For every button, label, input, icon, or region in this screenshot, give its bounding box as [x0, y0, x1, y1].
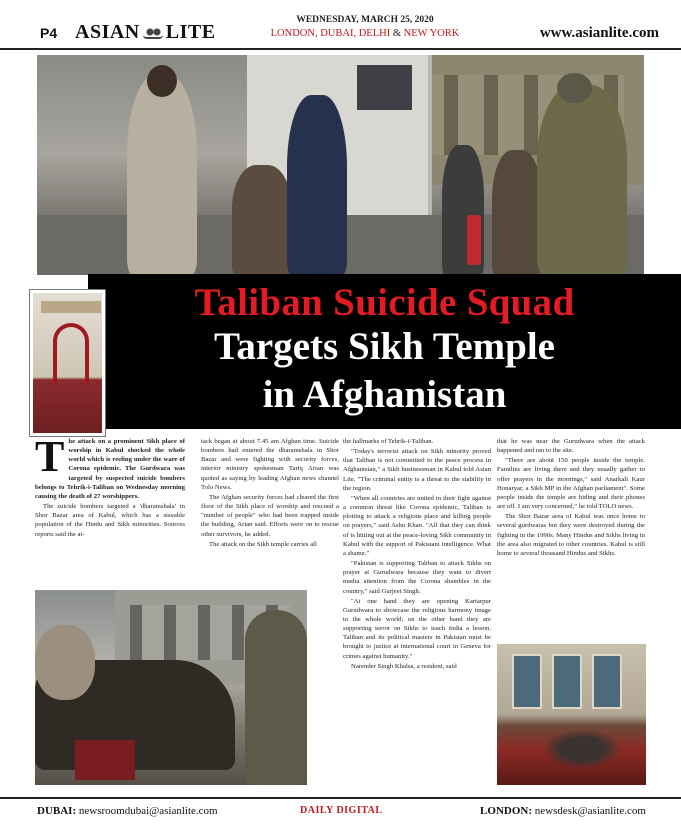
dateline	[255, 14, 475, 40]
photo-ambulance-window	[357, 65, 412, 110]
cities-ampersand: &	[390, 28, 404, 39]
article-paragraph: Narender Singh Khalsa, a resident, said	[351, 662, 457, 670]
photo-window	[552, 654, 582, 709]
article-column-1	[35, 437, 185, 587]
injured-man-photo	[35, 590, 307, 785]
article-paragraph: "There are about 150 people inside the temple. Families are living there and they usually gather to offer prayers in the mornings," said Anarkali Kaur Honaryar, a Sikh MP in the Afghan parliament". Some people inside the temple are hiding and their phones are off. I am very concerned," he told TOLO news.	[497, 457, 645, 511]
article-paragraph: the hallmarks of Tehrik-i-Taliban.	[343, 438, 434, 445]
edition-cities	[255, 27, 475, 40]
photo-helper	[35, 625, 95, 700]
newspaper-logo[interactable]	[75, 21, 216, 44]
article-paragraph: tack began at about 7.45 am Afghan time. Suicide bombers had entered the dharamshala in Shor Bazar and were fighting with security forces, interior ministry spokesman Tariq Arian was quoted as saying by leading Afghan news channel Tolo News.	[201, 438, 339, 491]
footer-dubai-email: newsroomdubai@asianlite.com	[78, 805, 218, 817]
article-paragraph: "When all countries are united in their fight against a common threat like Corona epidemic, Taliban is plotting to attack a religious place and killing people on prayers," said Ashu Khan. "All that they can think of is hitting out at the peace-loving Sikh community in Kabul with the support of Pakistani intelligence. What a shame."	[343, 494, 491, 557]
logo-text-left: ASIAN	[75, 21, 140, 43]
article-column-3	[343, 437, 491, 785]
article-paragraph: that he was near the Gurudwara when the attack happened and ran to the site.	[497, 438, 645, 455]
inset-arch	[53, 323, 89, 383]
page-number: P4	[40, 25, 58, 41]
headline-band	[88, 274, 681, 429]
article-paragraph: The suicide bombers targeted a 'dharamshala' in Shor Bazar area of Kabul, which has a sizeable population of the Hindu and Sikh minorities. Sources reports said the at-	[35, 503, 185, 538]
article-paragraph: "Pakistan is supporting Taliban to attack Sikhs on prayer at Gurudwara because they want to divert media attention from the Corona shambles in the country," said Gurjeet Singh.	[343, 560, 491, 595]
photo-window	[512, 654, 542, 709]
article-column-2	[201, 437, 339, 587]
article-lead: he attack on a prominent Sikh place of worship in Kabul shocked the whole world which is reeling under the ware of Corona epidemic. The Gurdwara was targeted by suspected suicide bombers belongs to Tehrik-i-Taliban on Wednesday morning causing the death of 27 worshippers.	[35, 438, 185, 500]
footer-dubai-label: DUBAI:	[37, 805, 77, 817]
headline-line-1: Taliban Suicide Squad	[194, 281, 575, 324]
photo-window	[592, 654, 622, 709]
temple-inset-photo	[30, 290, 105, 436]
footer-edition: DAILY DIGITAL	[300, 805, 383, 816]
footer-london-label: LONDON:	[480, 805, 532, 817]
cities-part-1: LONDON, DUBAI, DELHI	[270, 28, 391, 39]
footer-london-email: newsdesk@asianlite.com	[534, 805, 646, 817]
footer-london-contact[interactable]	[480, 805, 646, 817]
masthead	[0, 0, 681, 50]
article-paragraph: The attack on the Sikh temple carries all	[209, 540, 317, 548]
logo-emblem-icon	[143, 27, 163, 39]
article-paragraph: "Today's terrorist attack on Sikh minority proved that Taliban is not committed to the peace process in Afghanistan," a Sikh businessman in Kabul told Asian Lite. "The criminal entity is a threat to the stability in the region.	[343, 448, 491, 492]
lead-photo	[37, 55, 644, 275]
damaged-temple-photo	[497, 644, 646, 785]
photo-woman-2	[492, 150, 542, 275]
logo-text-right: LITE	[165, 21, 216, 43]
inset-chandelier	[41, 301, 101, 313]
footer-dubai-contact[interactable]	[37, 805, 218, 817]
photo-injured-person	[232, 165, 292, 275]
photo-red-cloth	[75, 740, 135, 780]
drop-cap: T	[35, 437, 65, 481]
article-paragraph: "At one hand they are opening Kartarpur Gurudwara to showcase the religious harmony image to the whole world; on the other hand they are supporting terror on Sikhs to teach India a lesson. Taliban and its political masters in Pakistan must be brought to justice at international court in Geneva for crimes against humanity."	[343, 597, 491, 660]
photo-soldier	[537, 85, 627, 275]
photo-child	[467, 215, 481, 265]
article-lead-paragraph	[35, 437, 185, 501]
headline-line-3: in Afghanistan	[262, 373, 507, 416]
page-footer	[0, 797, 681, 821]
photo-soldier-helmet	[557, 73, 592, 103]
photo-person-head	[147, 65, 177, 97]
article-column-4	[497, 437, 645, 637]
article-paragraph: The Afghan security forces had cleared the first floor of the Sikh place of worship and rescued a "number of people" who had been trapped inside the building, Arian said. Efforts were on to rescue other survivors, he added.	[201, 493, 339, 538]
cities-part-2: NEW YORK	[403, 28, 460, 39]
headline-line-2: Targets Sikh Temple	[214, 325, 555, 368]
photo-person	[127, 75, 197, 275]
issue-date: WEDNESDAY, MARCH 25, 2020	[296, 15, 434, 25]
website-link[interactable]: www.asianlite.com	[539, 25, 659, 41]
photo-soldier	[245, 610, 307, 785]
photo-police-officer	[287, 95, 347, 275]
article-paragraph: The Shor Bazar area of Kabul was once home to several gurdwaras but they were destroyed during the fighting in the 1990s. Many Hindus and Sikhs living in the area also migrated to other countries. Kabul is still home to several thousand Hindus and Sikhs.	[497, 513, 645, 557]
photo-debris	[542, 729, 622, 769]
